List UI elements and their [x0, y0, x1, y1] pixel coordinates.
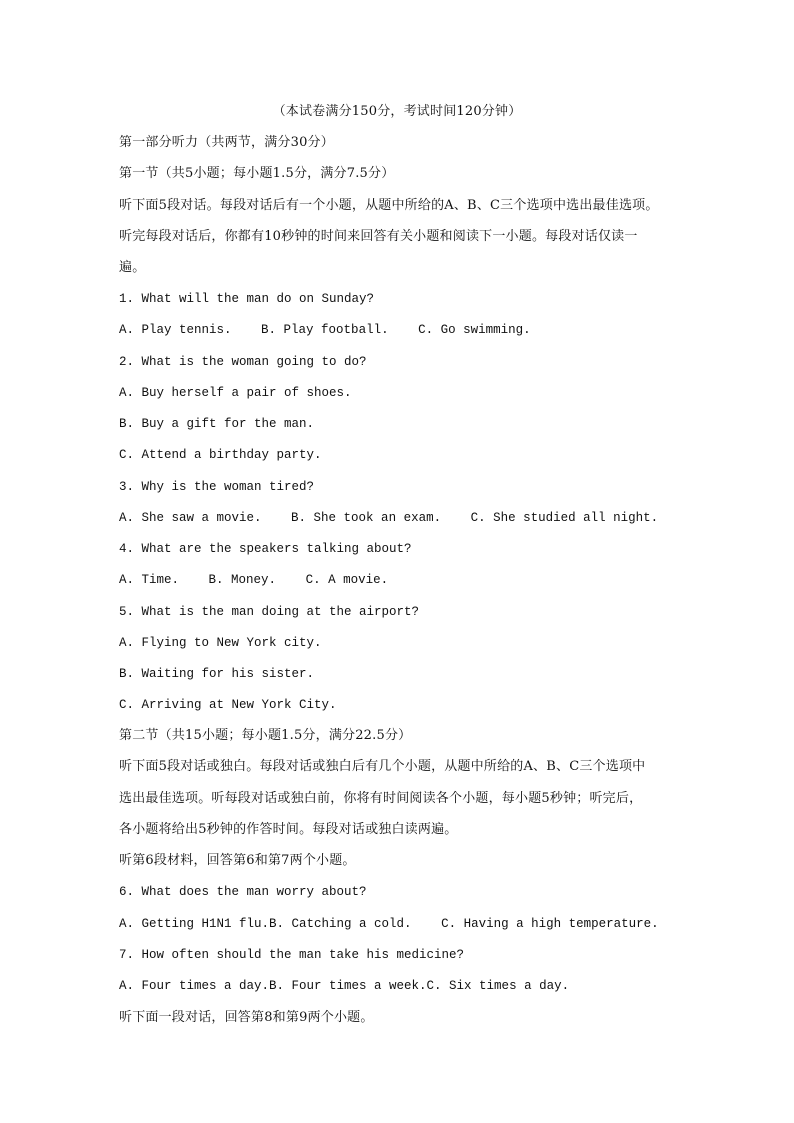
- option-c: C. Arriving at New York City.: [119, 698, 337, 712]
- option-b: B. Money.: [208, 573, 277, 587]
- material-next-heading: 听下面一段对话，回答第8和第9两个小题。: [119, 1010, 374, 1025]
- option-b: B. Buy a gift for the man.: [119, 417, 315, 431]
- section1-instruction-line: 听下面5段对话。每段对话后有一个小题，从题中所给的A、B、C三个选项中选出最佳选项。: [119, 198, 659, 213]
- option-b: B. Waiting for his sister.: [119, 667, 315, 681]
- option-c: C. She studied all night.: [470, 511, 659, 525]
- question-1-options: [119, 322, 531, 338]
- question-3: 3. Why is the woman tired?: [119, 480, 315, 494]
- section2-instruction-line: 选出最佳选项。听每段对话或独白前，你将有时间阅读各个小题，每小题5秒钟；听完后，: [119, 791, 643, 806]
- question-4: 4. What are the speakers talking about?: [119, 542, 412, 556]
- question-3-options: [119, 510, 658, 526]
- question-1: 1. What will the man do on Sunday?: [119, 292, 375, 306]
- section1-instruction-line: 听完每段对话后，你都有10秒钟的时间来回答有关小题和阅读下一小题。每段对话仅读一: [119, 229, 638, 244]
- option-a: A. Play tennis.: [119, 323, 232, 337]
- option-ab: A. Getting H1N1 flu.B. Catching a cold.: [119, 917, 412, 931]
- part1-title: 第一部分听力（共两节，满分30分）: [119, 135, 334, 150]
- question-7-options: A. Four times a day.B. Four times a week.C. Six times a day.: [119, 979, 570, 993]
- option-c: C. A movie.: [305, 573, 389, 587]
- option-a: A. Flying to New York city.: [119, 636, 322, 650]
- section2-title: 第二节（共15小题；每小题1.5分，满分22.5分）: [119, 728, 412, 743]
- option-b: B. She took an exam.: [291, 511, 442, 525]
- option-c: C. Attend a birthday party.: [119, 448, 322, 462]
- section2-instruction-line: 各小题将给出5秒钟的作答时间。每段对话或独白读两遍。: [119, 822, 458, 837]
- option-b: B. Play football.: [261, 323, 389, 337]
- option-a: A. Buy herself a pair of shoes.: [119, 386, 352, 400]
- section1-instruction-line: 遍。: [119, 260, 146, 275]
- section1-title: 第一节（共5小题；每小题1.5分，满分7.5分）: [119, 166, 395, 181]
- option-a: A. Time.: [119, 573, 180, 587]
- question-7: 7. How often should the man take his medicine?: [119, 948, 465, 962]
- option-a: A. She saw a movie.: [119, 511, 262, 525]
- section2-instruction-line: 听下面5段对话或独白。每段对话或独白后有几个小题，从题中所给的A、B、C三个选项中: [119, 759, 646, 774]
- option-c: C. Go swimming.: [418, 323, 531, 337]
- question-6-options: [119, 916, 659, 932]
- question-4-options: [119, 572, 388, 588]
- header-note: （本试卷满分150分，考试时间120分钟）: [272, 104, 522, 119]
- material-6-heading: 听第6段材料，回答第6和第7两个小题。: [119, 853, 356, 868]
- question-6: 6. What does the man worry about?: [119, 885, 367, 899]
- question-2: 2. What is the woman going to do?: [119, 355, 367, 369]
- question-5: 5. What is the man doing at the airport?: [119, 605, 420, 619]
- option-c: C. Having a high temperature.: [441, 917, 659, 931]
